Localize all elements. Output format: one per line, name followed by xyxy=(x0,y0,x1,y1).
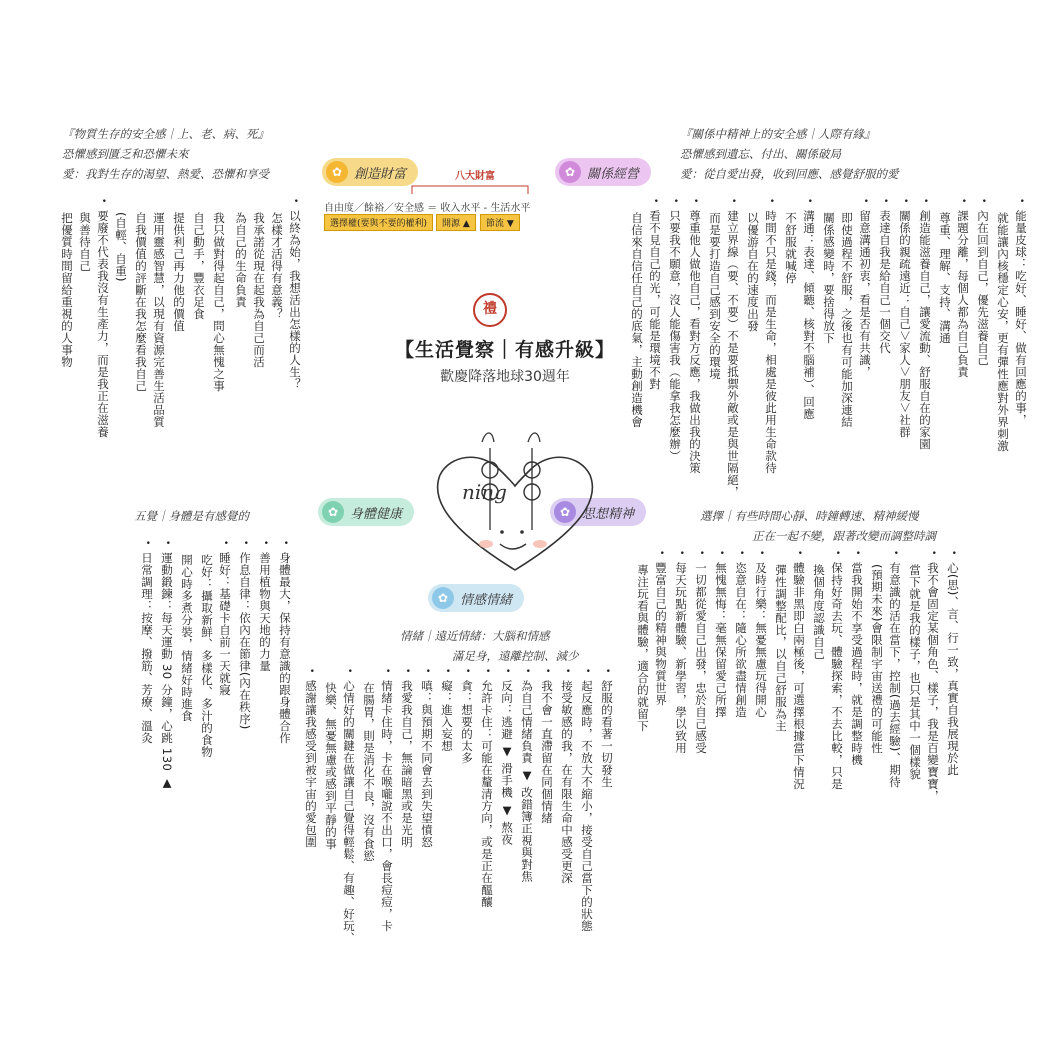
sprout-icon: ✿ xyxy=(326,161,348,183)
relation-item: • 看不見自己的光，可能是環境不對 xyxy=(648,198,662,390)
relation-item: 以優游自在的速度出發 xyxy=(746,212,760,332)
emotion-item: • 起反應時，不放大不縮小，接受自己當下的狀態 xyxy=(580,668,594,932)
wealth-item: 運用靈感智慧，以現有資源完善生活品質 xyxy=(152,212,166,428)
wealth-pill xyxy=(322,158,418,186)
thought-note-2: 正在一起不變，跟著改變而調整時調 xyxy=(752,529,936,543)
emotion-item: • 癡：進入妄想 xyxy=(440,668,454,752)
health-item: • 身體最大，保持有意識的跟身體合作 xyxy=(278,540,292,744)
emotion-item: • 為自己情緒負責 ▼ 改錯簿正視與對焦 xyxy=(520,668,534,883)
thought-item: • 豐富自己的精神與物質世界 xyxy=(654,550,668,706)
health-pill-label: 身體健康 xyxy=(350,506,403,522)
wealth-note-3: 愛：我對生存的渴望、熱愛、恐懼和享受 xyxy=(62,167,269,181)
thought-pill-label: 思想精神 xyxy=(582,506,635,522)
health-item: • 睡好：基礎卡自前一天就寢 xyxy=(218,540,232,696)
wealth-item: 自己動手，豐衣足食 xyxy=(192,212,206,320)
health-item: • 運動鍛鍊：每天運動 30 分鐘，心跳 130 ▲ xyxy=(160,540,174,790)
wealth-item: 提供利己再力他的價值 xyxy=(172,212,186,332)
emotion-item: • 我不會一直滯留在同個情緒 xyxy=(540,668,554,824)
thought-item: • 恣意自在：隨心所欲盡情創造 xyxy=(734,550,748,718)
page-title: 【生活覺察｜有感升級】 xyxy=(394,339,615,361)
relation-item: • 留意溝通初衷，看是否有共識， xyxy=(858,198,872,378)
thought-note-1: 選擇｜有些時間心靜、時鐘轉速、精神緩慢 xyxy=(700,509,919,523)
wealth-pill-label: 創造財富 xyxy=(354,166,407,182)
thought-item: (預期未來)會限制宇宙送禮的可能性 xyxy=(870,564,884,754)
relation-item: • 尊重他人做他自己，看對方反應，我做出我的決策 xyxy=(688,198,702,474)
relation-item: 自信來自信任自己的底氣，主動創造機會 xyxy=(630,212,644,428)
wealth-item: 為自己的生命負責 xyxy=(234,212,248,308)
health-note-1: 五覺｜身體是有感覺的 xyxy=(134,509,249,523)
thought-item: • 一切都從愛自己出發，忠於自己感受 xyxy=(694,550,708,754)
wealth-item: 與善待自己 xyxy=(78,212,92,272)
relation-item: • 內在回到自己，優先滋養自己 xyxy=(976,198,990,366)
emotion-item: • 感謝讓我感受到被宇宙的愛包圍 xyxy=(304,668,318,848)
relation-note-1: 『關係中精神上的安全感｜人際有緣』 xyxy=(680,127,876,141)
thought-item: • 體驗非黑即白兩極後，可選擇根據當下情況 xyxy=(792,550,806,790)
save-tag: 節流 ▼ xyxy=(480,214,520,231)
emotion-item: • 舒服的看著一切發生 xyxy=(600,668,614,788)
wealth-item: 自我價值的評斷在我怎麼看我自己 xyxy=(134,212,148,392)
bracket-line xyxy=(410,180,530,196)
wealth-note-2: 恐懼感到匱乏和恐懼未來 xyxy=(62,147,189,161)
thought-item: 當下就是我的樣子，也只是其中一個樣貌 xyxy=(908,564,922,780)
thought-item: 專注玩看與體驗，適合的就留下 xyxy=(636,564,650,732)
wealth-item: 我只做對得起自己，問心無愧之事 xyxy=(212,212,226,392)
emotion-pill xyxy=(428,584,524,612)
eight-wealth-label: 八大財富 xyxy=(455,171,495,182)
health-pill xyxy=(318,498,414,526)
thought-item: • 無愧無悔：毫無保留愛己所擇 xyxy=(714,550,728,718)
thought-item: 換個角度認識自己 xyxy=(812,564,826,660)
sprout-icon: ✿ xyxy=(559,161,581,183)
emotion-item: • 心情好的關鍵在做讓自己覺得輕鬆、有趣、好玩、 xyxy=(342,668,356,944)
thought-item: • 有意識的活在當下，控制(過去經驗)、期待 xyxy=(888,550,902,788)
thought-item: 彈性調整配比，以自己舒服為主 xyxy=(774,564,788,732)
signature-text: ning xyxy=(462,480,507,504)
emotion-item: • 接受敏感的我，在有限生命中感受更深 xyxy=(560,668,574,884)
emotion-item: • 我愛我自己，無論暗黑或是光明 xyxy=(400,668,414,848)
relation-item: 即使過程不舒服，之後也有可能加深連結 xyxy=(840,212,854,428)
relation-item: 就能讓內核穩定心安，更有彈性應對外界刺激 xyxy=(996,212,1010,452)
thought-item: • 當我開始不享受過程時，就是調整時機 xyxy=(850,550,864,766)
health-item: 吃好：攝取新鮮、多樣化、多汁的食物 xyxy=(200,554,214,758)
thought-item: • 保持好奇去玩、體驗探索，不去比較，只是 xyxy=(830,550,844,790)
relation-item: • 建立界線（要、不要）不是要抵禦外敵或是與世隔絕， xyxy=(726,198,740,498)
health-item: • 日常調理：按摩、撥筋、芳療、溫灸 xyxy=(140,540,154,744)
thought-item: • 我不會固定某個角色、樣子，我是百變寶寶， xyxy=(926,550,940,802)
emotion-item: • 情緒卡住時，卡在喉嚨說不出口，會長痘痘，卡 xyxy=(380,668,394,932)
sprout-icon: ✿ xyxy=(554,501,576,523)
emotion-item: 在腸胃，則是消化不良，沒有食慾 xyxy=(362,682,376,862)
relation-item: 而是要打造自己感到安全的環境 xyxy=(708,212,722,380)
relation-item: • 只要我不願意，沒人能傷害我（能拿我怎麼辦） xyxy=(668,198,682,462)
wealth-item: 把優質時間留給重視的人事物 xyxy=(60,212,74,368)
relation-item: • 溝通：表達、傾聽、核對不腦補）、回應 xyxy=(802,198,816,420)
relation-item: • 關係的親疏遠近：自己＞家人＞朋友＞社群 xyxy=(898,198,912,438)
wealth-item: 怎樣才活得有意義？ xyxy=(270,212,284,320)
emotion-item: • 貪：想要的太多 xyxy=(460,668,474,764)
seal-text: 禮 xyxy=(483,301,497,317)
relation-note-3: 愛：從自愛出發，收到回應、感覺舒服的愛 xyxy=(680,167,899,181)
sprout-icon: ✿ xyxy=(322,501,344,523)
wealth-formula: 自由度／餘裕／安全感 ＝ 收入水平 - 生活水平 xyxy=(324,203,531,214)
health-item: 開心時多煮分裝，情緒好時進食 xyxy=(180,554,194,722)
choice-tag: 選擇權(要與不要的權利) xyxy=(324,214,433,231)
open-source-tag: 開源 ▲ xyxy=(436,214,476,231)
relation-item: 不舒服就喊停 xyxy=(784,212,798,284)
thought-item: • 每天玩點新體驗、新學習，學以致用 xyxy=(674,550,688,754)
relation-item: • 時間不只是錢，而是生命，相處是彼此用生命款待 xyxy=(764,198,778,474)
emotion-item: • 反向：逃避 ▼ 滑手機 ▼ 熬夜 xyxy=(500,668,514,845)
thought-item: • 及時行樂：無憂無慮玩得開心 xyxy=(754,550,768,718)
emotion-item: 快樂、無憂無慮或感到平靜的事 xyxy=(324,682,338,850)
relation-item: • 課題分離，每個人都為自己負責 xyxy=(956,198,970,378)
wealth-item: (自輕、自重) xyxy=(114,212,128,282)
relation-item: • 表達自我是給自己一個交代 xyxy=(878,198,892,354)
relation-item: 關係感變時，要捨得放下 xyxy=(822,212,836,344)
emotion-item: • 允許卡住：可能在釐清方向，或是正在醞釀 xyxy=(480,668,494,908)
relation-pill-label: 關係經營 xyxy=(587,166,640,182)
relation-item: • 創造能滋養自己，讓愛流動、舒服自在的家園 xyxy=(918,198,932,450)
emotion-note-2: 滿足身，遠離控制、減少 xyxy=(452,649,579,663)
heart-logo xyxy=(420,420,610,580)
emotion-note-1: 情緒｜遠近情緒：大腦和情感 xyxy=(400,629,550,643)
thought-item: • 心(思)、言、行一致，真實自我展現於此 xyxy=(946,550,960,776)
sprout-icon: ✿ xyxy=(432,587,454,609)
wealth-item: 我承諾從現在起我為自己而活 xyxy=(252,212,266,368)
wealth-item: • 要廢不代表我沒有生產力，而是我正在滋養 xyxy=(96,198,110,438)
health-item: • 善用植物與天地的力量 xyxy=(258,540,272,672)
relation-note-2: 恐懼感到遺忘、付出、關係破局 xyxy=(680,147,841,161)
relation-item: • 能量皮球：吃好、睡好、做有回應的事， xyxy=(1014,198,1028,426)
emotion-pill-label: 情感情緒 xyxy=(460,592,513,608)
relation-item: 尊重、理解、支持、溝通 xyxy=(938,212,952,344)
page-subtitle: 歡慶降落地球30週年 xyxy=(440,369,570,385)
wealth-note-1: 『物質生存的安全感｜上、老、病、死』 xyxy=(62,127,269,141)
wealth-item: • 以終為始，我想活出怎樣的人生？ xyxy=(288,198,302,390)
health-item: • 作息自律：依內在節律(內在秩序) xyxy=(238,540,252,730)
relation-pill xyxy=(555,158,651,186)
emotion-item: • 嗔：與預期不同會去到失望憤怒 xyxy=(420,668,434,848)
